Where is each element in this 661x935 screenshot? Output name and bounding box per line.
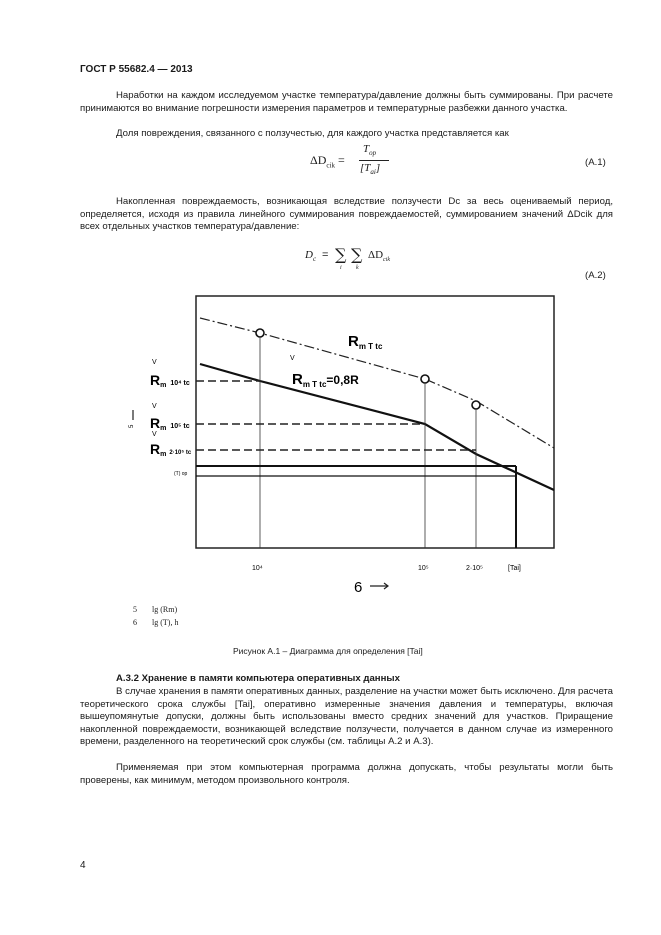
paragraph-3: Накопленная повреждаемость, возникающая вследствие ползучести Dc за весь оцениваемый период, определяется, исходя из правила линейного суммирования повреждаемостей, суммированием значений ΔDcik для всех отдельных участков температура/давление: [80, 196, 613, 233]
figure-a1-diagram [130, 288, 570, 598]
svg-text:V: V [290, 355, 295, 362]
eq-a1-numerator: $T_{op}$ [363, 143, 377, 158]
svg-text:V: V [152, 403, 157, 410]
paragraph-1: Наработки на каждом исследуемом участке температура/давление должны быть суммированы. При расчете принимаются во внимание погрешности измерения параметров и температурные разбежки данного участка. [80, 90, 613, 114]
eq-a1-lhs-sub: cik [326, 161, 335, 170]
data-point-circle [421, 375, 429, 383]
equation-a1 [310, 143, 400, 183]
label-lower-curve: $R_{m T tc}^{=0,8R}$ [292, 371, 359, 389]
x-tick-label: 10⁴ [252, 565, 263, 572]
x-tick-label: 2·10⁵ [466, 565, 483, 572]
page-number: 4 [80, 860, 86, 871]
legend-key-5: 5 [133, 605, 137, 614]
legend-key-6: 6 [133, 618, 137, 627]
data-point-circle [256, 329, 264, 337]
curve-lower-solid [200, 364, 554, 490]
y-axis-marker: 5 [129, 424, 135, 428]
legend-text-5: lg (Rm) [152, 605, 178, 614]
paragraph-4: В случае хранения в памяти оперативных данных, разделение на участки может быть исключено. Для расчета теоретического срока службы [Tai], оперативно измеренные значения давления и температуры, включая вышеупомянутые допуски, должны быть использованы вместо средних значений для участков. Приращение накопленной повреждаемости, возникающей вследствие ползучести, получается в данном случае из измеренного времени, разделенного на теоретический срок службы (см. таблицы А.2 и А.3). [80, 686, 613, 748]
x-tick-label: [Tai] [508, 565, 521, 572]
eq-a1-eq: = [337, 153, 345, 167]
equation-number-a1: (А.1) [585, 157, 606, 168]
paragraph-2: Доля повреждения, связанного с ползучестью, для каждого участка представляется как [116, 128, 509, 139]
eq-a1-denominator: $[T_{ai}]$ [360, 162, 381, 177]
eq-a2-eq: = [322, 249, 329, 261]
eq-a2-sum1-sub: i [340, 265, 342, 271]
eq-a1-fraction-bar [359, 160, 389, 161]
data-point-circle [472, 401, 480, 409]
paragraph-5: Применяемая при этом компьютерная программа должна допускать, чтобы результаты могли быть проверены, как минимум, методом произвольного контроля. [80, 762, 613, 786]
eq-a2-lhs: D [305, 249, 313, 261]
svg-text:V: V [152, 359, 157, 366]
eq-a2-term: ΔD [368, 249, 384, 261]
figure-caption: Рисунок А.1 – Диаграмма для определения [Tai] [233, 646, 423, 656]
sum-icon: ∑ [351, 245, 363, 264]
plot-frame [196, 296, 554, 548]
eq-a2-sum2-sub: k [356, 265, 359, 271]
sum-icon: ∑ [335, 245, 347, 264]
legend-text-6: lg (T), h [152, 618, 179, 627]
eq-a1-lhs: ΔD [310, 153, 327, 167]
equation-a2: $D_c$ = ∑ i ∑ k $\Delta D_{cik}$ [305, 245, 391, 271]
x-tick-label: 10⁵ [418, 565, 429, 572]
y-label-op: (T) op [174, 471, 188, 477]
svg-text:V: V [152, 431, 157, 438]
x-axis-marker: 6 [354, 579, 363, 596]
section-title: А.3.2 Хранение в памяти компьютера оперативных данных [116, 673, 400, 684]
equation-number-a2: (А.2) [585, 270, 606, 281]
y-label-3: Rm 2·10⁵ tc [150, 441, 192, 458]
curve-upper-dashdot [200, 318, 554, 448]
y-label-2: Rm 10⁵ tc [150, 415, 190, 432]
label-upper-curve: $R_{m T tc}$ [348, 333, 383, 351]
y-label-1: Rm 10⁴ tc [150, 372, 190, 389]
document-header: ГОСТ Р 55682.4 — 2013 [80, 64, 193, 75]
